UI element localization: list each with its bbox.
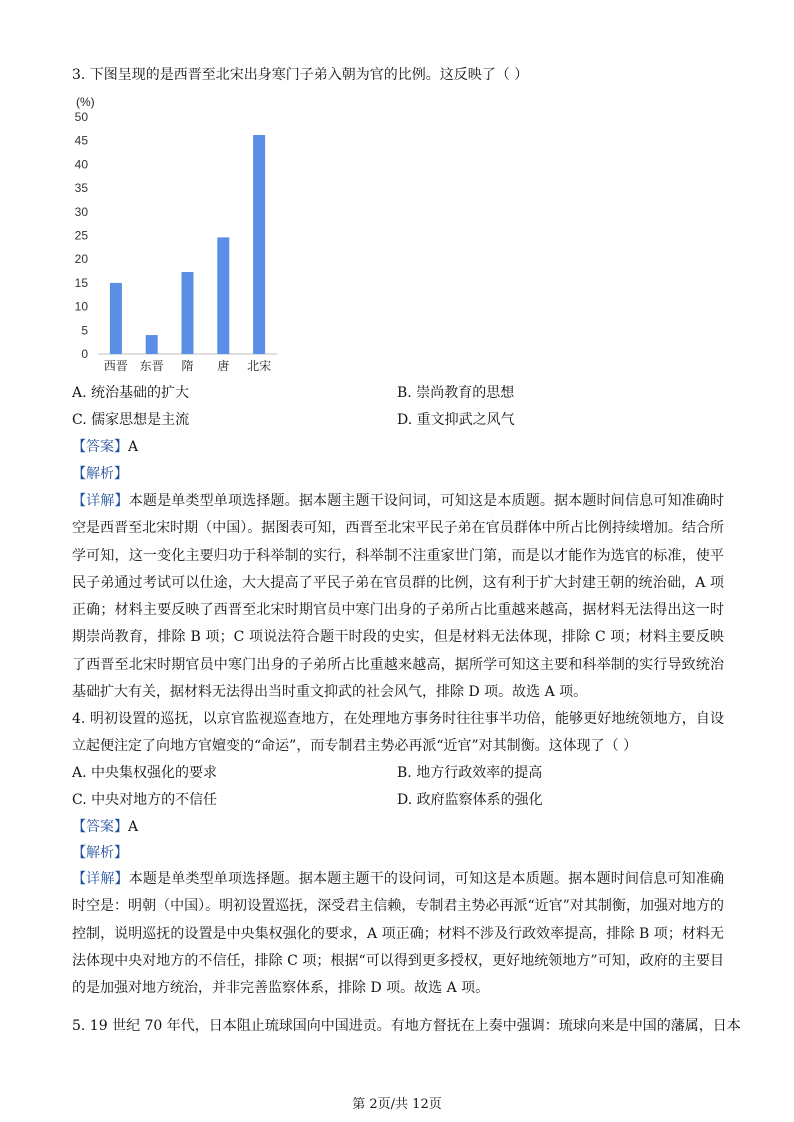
q4-analysis-tag: 【解析】 <box>72 845 128 861</box>
q3-detail <box>72 488 724 706</box>
q4-option-a: A. 中央集权强化的要求 <box>72 765 218 781</box>
x-tick-label: 北宋 <box>247 359 272 373</box>
y-tick-label: 0 <box>81 347 88 361</box>
bar-3 <box>182 272 194 354</box>
y-tick-label: 15 <box>74 275 88 290</box>
y-tick-label: 30 <box>74 204 88 219</box>
y-tick-label: 5 <box>81 323 88 338</box>
bar-4 <box>217 237 229 354</box>
x-tick-label: 唐 <box>217 359 230 373</box>
q3-answer-tag: 【答案】 <box>72 439 128 455</box>
q3-option-c: C. 儒家思想是主流 <box>72 412 190 428</box>
y-tick-label: 35 <box>74 181 88 196</box>
q3-detail-tag: 【详解】 <box>72 493 129 509</box>
q3-detail-text: 本题是单类型单项选择题。据本题主题干设问词，可知这是本质题。据本题时间信息可知准确时空是西晋至北宋时期（中国）。据图表可知，西晋至北宋平民子弟在官员群体中所占比例持续增加。结合所学可知，这一变化主要归功于科举制的实行，科举制不注重家世门第，而是以才能作为选官的标准，使平民子弟通过考试可以仕途，大大提高了平民子弟在官员群的比例，这有利于扩大封建王朝的统治础，A 项正确；材料主要反映了西晋至北宋时期官员中寒门出身的子弟所占比重越来越高，据材料无法得出这一时期崇尚教育，排除 B 项；C 项说法符合题干时段的史实，但是材料无法体现，排除 C 项；材料主要反映了西晋至北宋时期官员中寒门出身的子弟所占比重越来越高，据所学可知这主要和科举制的实行导致统治基础扩大有关，据材料无法得出当时重文抑武的社会风气，排除 D 项。故选 A 项。 <box>72 493 725 701</box>
q4-option-b: B. 地方行政效率的提高 <box>397 765 543 781</box>
q3-answer-value: A <box>128 439 139 455</box>
q4-option-d: D. 政府监察体系的强化 <box>397 792 543 808</box>
page-footer: 第 2页/共 12页 <box>352 1097 442 1112</box>
q3-stem: 3. 下图呈现的是西晋至北宋出身寒门子弟入朝为官的比例。这反映了（ ） <box>72 67 529 83</box>
y-tick-label: 10 <box>74 299 88 314</box>
q4-answer <box>72 817 138 837</box>
x-tick-label: 西晋 <box>103 359 128 373</box>
y-unit-label: (%) <box>76 95 95 109</box>
bar-1 <box>110 283 122 354</box>
q4-answer-tag: 【答案】 <box>72 819 128 835</box>
q4-answer-value: A <box>128 819 139 835</box>
y-tick-label: 40 <box>74 157 88 172</box>
q4-detail-tag: 【详解】 <box>72 871 129 887</box>
q4-detail <box>72 866 724 1002</box>
q3-option-a: A. 统治基础的扩大 <box>72 385 190 401</box>
y-tick-label: 50 <box>74 110 88 124</box>
bar-2 <box>146 335 158 354</box>
x-tick-label: 东晋 <box>139 359 164 373</box>
q3-answer <box>72 437 138 457</box>
q5-stem: 5. 19 世纪 70 年代，日本阻止琉球国向中国进贡。有地方督抚在上奏中强调：琉球向来是中国的藩属，日本 <box>72 1018 741 1034</box>
q4-stem: 4. 明初设置的巡抚，以京官监视巡查地方，在处理地方事务时往往事半功倍，能够更好地统领地方，自设立起便注定了向地方官嬗变的“命运”，而专制君主势必再派“近官”对其制衡。这体现了（ ） <box>72 711 724 755</box>
q3-option-d: D. 重文抑武之风气 <box>397 412 515 428</box>
q3-option-b: B. 崇尚教育的思想 <box>397 385 515 401</box>
y-tick-label: 25 <box>74 228 88 243</box>
q4-detail-text: 本题是单类型单项选择题。据本题主题干的设问词，可知这是本质题。据本题时间信息可知准确时空是：明朝（中国）。明初设置巡抚，深受君主信赖，专制君主势必再派“近官”对其制衡，加强对地方的控制，说明巡抚的设置是中央集权强化的要求，A 项正确；材料不涉及行政效率提高，排除 B 项；材料无法体现中央对地方的不信任，排除 C 项；根据“可以得到更多授权，更好地统领地方”可知，政府的主要目的是加强对地方统治，并非完善监察体系，排除 D 项。故选 A 项。 <box>72 871 725 997</box>
y-tick-label: 20 <box>74 252 88 267</box>
bar-5 <box>253 135 265 354</box>
bar-chart <box>72 92 282 377</box>
y-tick-label: 45 <box>74 133 88 148</box>
q3-analysis-tag: 【解析】 <box>72 466 128 482</box>
x-tick-label: 隋 <box>181 359 194 373</box>
q4-option-c: C. 中央对地方的不信任 <box>72 792 218 808</box>
